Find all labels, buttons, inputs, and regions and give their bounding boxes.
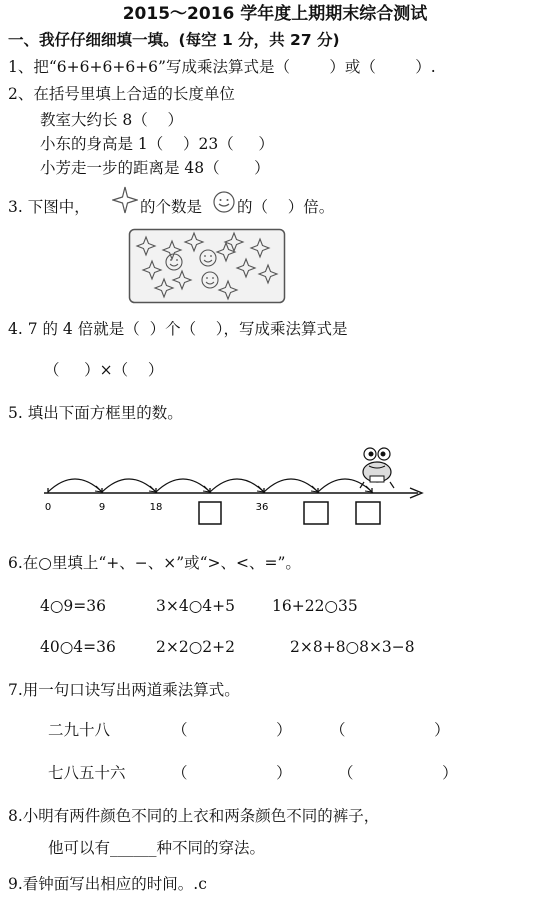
answer-box-3 <box>356 502 380 524</box>
question-3-prefix: 3. 下图中， <box>8 198 90 216</box>
q6-row2-item3: 2×8+8○8×3−8 <box>290 638 415 656</box>
jump-arc <box>210 479 264 492</box>
stars-and-smileys-box <box>128 228 286 304</box>
section-1-heading: 一、我仔仔细细填一填。(每空 1 分，共 27 分) <box>8 31 340 49</box>
tick-label-0: 0 <box>44 502 52 513</box>
q6-row1-item1: 4○9=36 <box>40 597 106 615</box>
tick-label-36: 36 <box>255 502 269 513</box>
question-7: 7.用一句口诀写出两道乘法算式。 <box>8 681 240 699</box>
q6-row2-item2: 2×2○2+2 <box>156 638 235 656</box>
jump-arc <box>48 479 102 492</box>
jump-arc <box>264 479 318 492</box>
question-1: 1、把“6+6+6+6+6”写成乘法算式是（ ）或（ ）. <box>8 58 436 76</box>
star-icon <box>112 186 138 214</box>
question-6: 6.在○里填上“+、−、×”或“>、<、=”。 <box>8 554 301 572</box>
q6-row1-item2: 3×4○4+5 <box>156 597 235 615</box>
tick-label-9: 9 <box>98 502 106 513</box>
tick-label-18: 18 <box>149 502 163 513</box>
jump-arc <box>318 479 372 492</box>
question-2c: 小芳走一步的距离是 48（ ） <box>40 159 270 177</box>
q7-row2-blank2: （ ） <box>338 764 458 782</box>
jump-arc <box>156 479 210 492</box>
frog-icon <box>360 448 394 488</box>
q7-row1-blank1: （ ） <box>172 721 292 739</box>
q7-row2-phrase: 七八五十六 <box>48 764 126 782</box>
q6-row2-item1: 40○4=36 <box>40 638 116 656</box>
question-9: 9.看钟面写出相应的时间。.c <box>8 875 207 893</box>
question-3-suffix: 的（ ）倍。 <box>237 198 335 216</box>
q6-row1-item3: 16+22○35 <box>272 597 358 615</box>
smiley-icon <box>212 190 236 214</box>
q7-row1-blank2: （ ） <box>330 721 450 739</box>
question-2a: 教室大约长 8（ ） <box>40 111 183 129</box>
question-5: 5. 填出下面方框里的数。 <box>8 404 183 422</box>
question-8: 8.小明有两件颜色不同的上衣和两条颜色不同的裤子， <box>8 807 380 825</box>
question-4: 4. 7 的 4 倍就是（ ）个（ ），写成乘法算式是 <box>8 320 348 338</box>
jump-arc <box>102 479 156 492</box>
q7-row2-blank1: （ ） <box>172 764 292 782</box>
q7-row1-phrase: 二九十八 <box>48 721 111 739</box>
test-title: 2015～2016 学年度上期期末综合测试 <box>122 4 428 24</box>
number-line <box>30 438 430 530</box>
question-2: 2、在括号里填上合适的长度单位 <box>8 85 235 103</box>
question-4-formula: （ ）×（ ） <box>44 361 164 379</box>
question-8-blank-line: 他可以有______种不同的穿法。 <box>48 839 266 857</box>
question-2b: 小东的身高是 1（ ）23（ ） <box>40 135 274 153</box>
answer-box-1 <box>199 502 221 524</box>
question-3-middle: 的个数是 <box>140 198 203 216</box>
answer-box-2 <box>304 502 328 524</box>
